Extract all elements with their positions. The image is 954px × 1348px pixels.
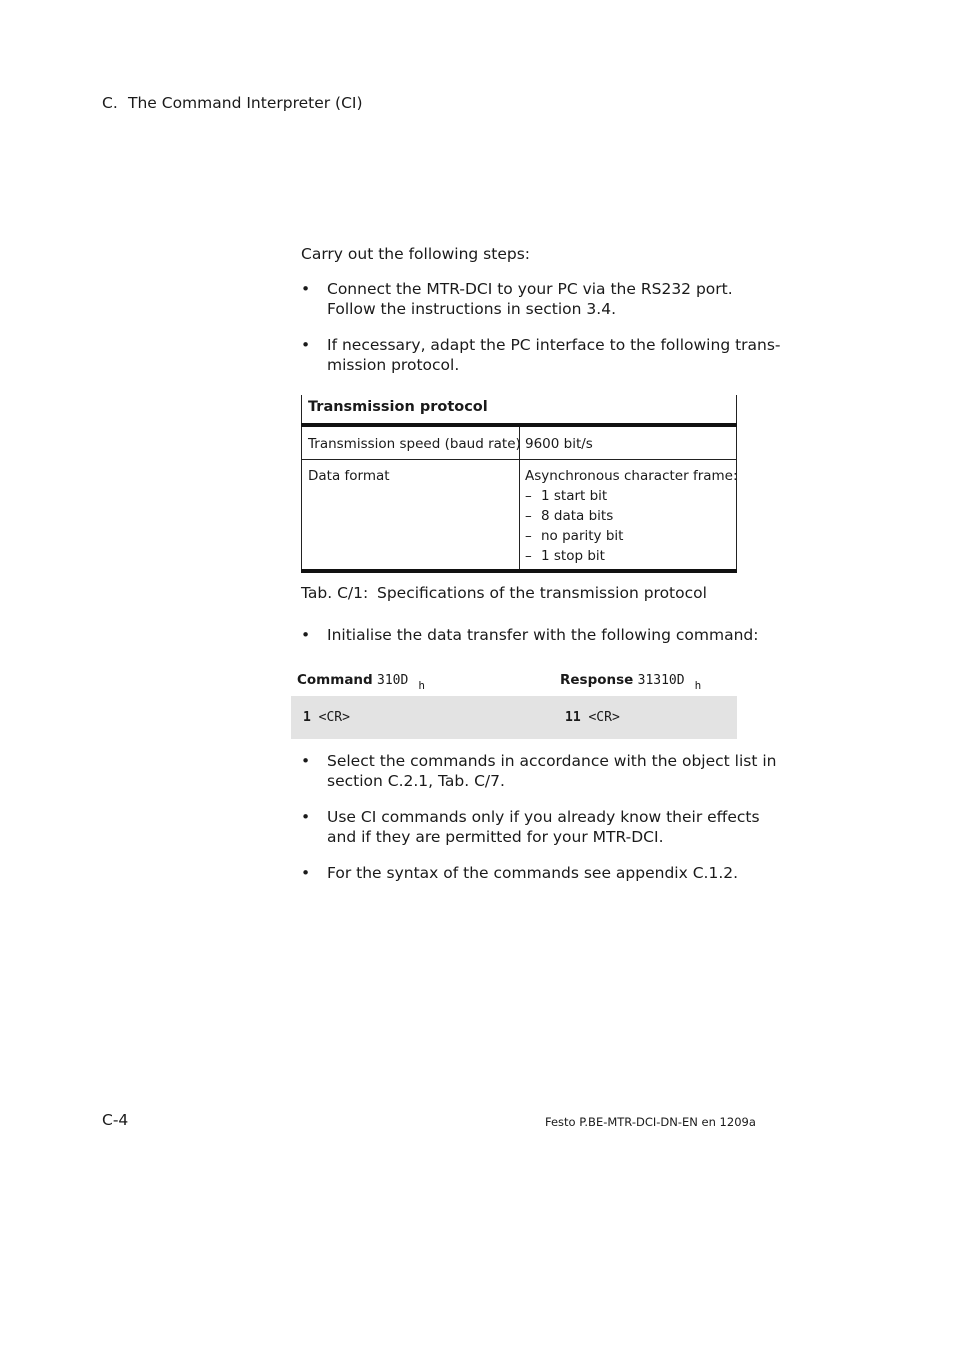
caption-text: Specifications of the transmission protocol (377, 584, 707, 602)
bullet-initialise (301, 625, 759, 645)
intro-text: Carry out the following steps: (301, 245, 531, 263)
caption-label: Tab. C/1: (301, 584, 369, 602)
dash-icon: – (525, 488, 532, 504)
row-value-baud: 9600 bit/s (525, 436, 593, 452)
bullet-dot: • (301, 336, 311, 354)
response-sub: h (694, 679, 702, 692)
bullet-line: Follow the instructions in section 3.4. (327, 300, 616, 318)
dash-icon: – (525, 508, 532, 524)
bullet-line: and if they are permitted for your MTR-DCI. (327, 828, 664, 846)
bullet-line: For the syntax of the commands see appendix C.1.2. (327, 864, 739, 882)
format-heading: Asynchronous character frame: (525, 468, 738, 484)
document-id: Festo P.BE-MTR-DCI-DN-EN en 1209a (545, 1115, 756, 1129)
table-row-divider (301, 459, 737, 460)
bullet-line: Select the commands in accordance with the object list in (327, 752, 777, 770)
command-code: 310D (377, 673, 409, 688)
row-value-format (525, 466, 738, 566)
command-example-row (291, 696, 737, 739)
response-code: 31310D (637, 673, 685, 688)
table-rule-bottom (301, 569, 737, 573)
response-value: 11 <CR> (565, 710, 620, 725)
row-label-format: Data format (308, 468, 390, 484)
bullet-dot: • (301, 626, 311, 644)
dash-icon: – (525, 528, 532, 544)
format-item: – no parity bit (525, 528, 624, 544)
bullet-connect (301, 279, 741, 319)
bullet-line: Initialise the data transfer with the following command: (327, 626, 759, 644)
table-title: Transmission protocol (308, 399, 488, 415)
format-item: – 1 start bit (525, 488, 608, 504)
response-heading (560, 672, 702, 692)
section-header (102, 94, 363, 112)
command-label: Command (297, 672, 373, 688)
bullet-line: section C.2.1, Tab. C/7. (327, 772, 505, 790)
bullet-line: Use CI commands only if you already know their effects (327, 808, 760, 826)
bullet-adapt (301, 335, 781, 375)
section-title: The Command Interpreter (CI) (128, 94, 363, 112)
bullet-dot: • (301, 808, 311, 826)
transmission-protocol-table (301, 395, 737, 573)
format-item: – 1 stop bit (525, 548, 605, 564)
bullet-use-ci (301, 807, 760, 847)
bullet-line: Connect the MTR-DCI to your PC via the RS232 port. (327, 280, 733, 298)
response-label: Response (560, 672, 634, 688)
format-item: – 8 data bits (525, 508, 614, 524)
dash-icon: – (525, 548, 532, 564)
bullet-dot: • (301, 280, 311, 298)
command-heading (297, 672, 425, 692)
bullet-line: mission protocol. (327, 356, 460, 374)
command-value: 1 <CR> (303, 710, 350, 725)
row-label-baud: Transmission speed (baud rate) (308, 436, 521, 452)
bullet-select (301, 751, 777, 791)
section-number: C. (102, 94, 118, 112)
page-number: C-4 (102, 1111, 129, 1129)
command-sub: h (418, 679, 425, 692)
bullet-dot: • (301, 864, 311, 882)
bullet-dot: • (301, 752, 311, 770)
bullet-line: If necessary, adapt the PC interface to the following trans- (327, 336, 781, 354)
table-border-left (301, 395, 302, 573)
table-caption (301, 584, 707, 602)
bullet-syntax (301, 863, 741, 883)
